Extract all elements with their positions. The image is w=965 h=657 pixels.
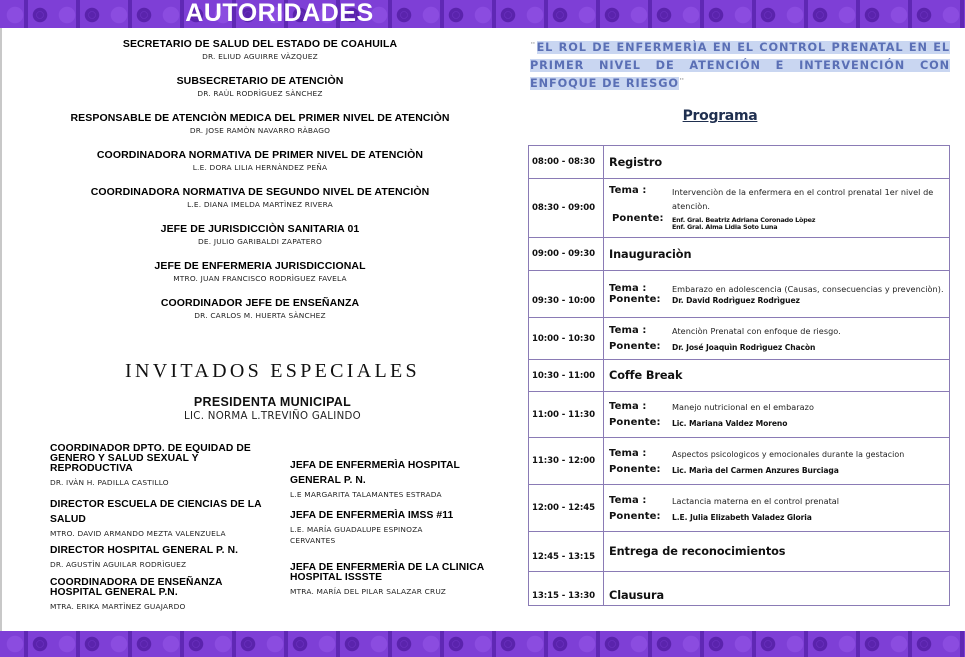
ponente-label: Ponente: [609,417,661,428]
schedule-title: Registro [609,155,662,169]
authority-role: JEFE DE ENFERMERIA JURISDICCIONAL [154,260,366,272]
schedule-row [529,179,949,238]
tema-text: Atenciòn Prenatal con enfoque de riesgo. [672,326,841,336]
authority-item [20,75,500,99]
ponente-name: Lic. Marìa del Carmen Anzures Burciaga [672,465,839,475]
schedule-row [529,485,949,532]
tema-label: Tema : [609,494,647,506]
ponente-line [609,341,949,352]
authority-item [20,223,500,247]
schedule-content [604,360,949,391]
ponente-name: Dr. David Rodrìguez Rodrìguez [672,296,800,305]
programa-heading: Programa [682,108,758,124]
schedule-table [528,145,950,606]
authority-role: SUBSECRETARIO DE ATENCIÒN [176,75,344,87]
schedule-content [604,271,949,317]
schedule-time: 08:30 - 09:00 [529,179,604,237]
authority-role: RESPONSABLE DE ATENCIÒN MEDICA DEL PRIMER NIVEL DE ATENCIÒN [70,112,450,124]
tema-line [609,495,949,506]
invitados-heading: INVITADOS ESPECIALES [125,360,420,382]
schedule-row [529,146,949,179]
tema-label: Tema : [609,185,647,196]
guest-item [290,511,470,546]
schedule-time: 10:30 - 11:00 [529,360,604,391]
tema-label: Tema : [609,447,647,459]
ponente-name: Enf. Gral. Beatriz Adriana Coronado Lòpez [672,216,816,224]
ponente-line [609,464,949,475]
guest-item [50,497,280,540]
tema-line [609,283,949,294]
schedule-time: 11:00 - 11:30 [529,392,604,437]
guest-role: JEFA DE ENFERMERÌA DE LA CLINICA HOSPITAL ISSSTE [290,562,484,583]
schedule-title: Coffe Break [609,369,683,382]
authority-role: COORDINADORA NORMATIVA DE PRIMER NIVEL DE ATENCIÒN [96,149,424,161]
authority-person: DR. CARLOS M. HUERTA SÀNCHEZ [194,311,326,320]
presidenta-role: PRESIDENTA MUNICIPAL [193,395,352,409]
schedule-content [604,485,949,531]
guest-person: L.E MARGARITA TALAMANTES ESTRADA [290,490,442,499]
ponente-line [609,511,949,522]
schedule-row [529,238,949,271]
page-left-edge [0,28,2,631]
ponente-label: Ponente: [612,213,664,224]
schedule-row [529,392,949,438]
guest-role: COORDINADORA DE ENSEÑANZA HOSPITAL GENERAL P.N. [50,577,223,598]
guest-person: MTRA. ERIKA MARTÌNEZ GUAJARDO [50,602,186,611]
schedule-content [604,392,949,437]
schedule-content [604,179,949,237]
schedule-row [529,532,949,572]
schedule-time: 09:00 - 09:30 [529,238,604,270]
schedule-content [604,146,949,178]
schedule-row [529,572,949,605]
tema-text: Intervenciòn de la enfermera en el control prenatal 1er nivel de atenciòn. [672,187,934,211]
footer-pattern-band [0,631,965,657]
authority-person: DR. ELIUD AGUIRRE VÀZQUEZ [202,52,318,61]
guest-role: DIRECTOR HOSPITAL GENERAL P. N. [50,545,239,556]
authority-person: DR. RAÙL RODRÌGUEZ SÀNCHEZ [197,89,323,98]
schedule-time: 12:45 - 13:15 [529,532,604,571]
ponente-name: Dr. José Joaquìn Rodrìguez Chacòn [672,343,816,352]
authority-person: DE. JULIO GARIBALDI ZAPATERO [198,237,322,246]
guest-item [50,444,255,489]
tema-line [609,325,949,336]
schedule-title: Inauguraciòn [609,247,692,261]
schedule-title: Clausura [609,589,664,602]
presidenta-person: LIC. NORMA L.TREVIÑO GALINDO [184,411,361,422]
authority-item [20,38,500,62]
ponente-name: L.E. Julia Elizabeth Valadez Gloria [672,512,812,522]
tema-text: Aspectos psicologicos y emocionales durante la gestacion [672,449,905,459]
authority-item [20,260,500,284]
ponente-label: Ponente: [609,463,661,475]
guest-person: DR. IVÀN H. PADILLA CASTILLO [50,478,169,487]
guest-role: JEFA DE ENFERMERÌA IMSS #11 [290,510,454,521]
ponente-name: Enf. Gral. Alma Lidia Soto Luna [672,223,778,231]
authorities-heading: AUTORIDADES [185,0,374,27]
authority-role: COORDINADOR JEFE DE ENSEÑANZA [160,297,360,309]
ponente-name: Lic. Mariana Valdez Moreno [672,419,788,428]
schedule-time: 11:30 - 12:00 [529,438,604,484]
guest-person: L.E. MARÍA GUADALUPE ESPINOZA CERVANTES [290,525,423,545]
tema-line [609,448,949,459]
schedule-title: Entrega de reconocimientos [609,545,786,558]
authority-role: JEFE DE JURISDICCIÒN SANITARIA 01 [160,223,360,235]
ponente-label: Ponente: [609,341,661,352]
authority-person: L.E. DORA LILIA HERNÀNDEZ PEÑA [192,163,328,172]
schedule-row [529,438,949,485]
tema-label: Tema : [609,401,647,412]
schedule-row [529,360,949,392]
ponente-label: Ponente: [609,510,661,522]
ponente-label: Ponente: [609,294,661,305]
schedule-time: 10:00 - 10:30 [529,318,604,359]
event-title-text: EL ROL DE ENFERMERÌA EN EL CONTROL PRENATAL EN EL PRIMER NIVEL DE ATENCIÓN E INTERVENCIÓN CON ENFOQUE DE RIESGO [530,41,950,90]
schedule-row [529,271,949,318]
authority-person: L.E. DIANA IMELDA MARTÌNEZ RIVERA [187,200,333,209]
quote-close: ¨ [678,77,686,90]
authority-item [20,149,500,173]
authority-item [20,112,500,136]
tema-line [609,401,949,412]
schedule-content [604,572,949,605]
event-title [530,39,950,93]
ponente-list [672,213,815,231]
schedule-time: 09:30 - 10:00 [529,271,604,317]
tema-label: Tema : [609,283,647,294]
authority-role: COORDINADORA NORMATIVA DE SEGUNDO NIVEL DE ATENCIÒN [90,186,430,198]
guest-item [50,546,280,571]
authority-person: DR. JOSE RAMÒN NAVARRO RÀBAGO [189,126,331,135]
schedule-content [604,532,949,571]
tema-label: Tema : [609,325,647,336]
authority-item [20,297,500,321]
schedule-content [604,318,949,359]
tema-text: Manejo nutricional en el embarazo [672,402,814,412]
schedule-row [529,318,949,360]
ponente-line [609,417,949,428]
guest-person: DR. AGUSTÌN AGUILAR RODRÌGUEZ [50,560,187,569]
authority-role: SECRETARIO DE SALUD DEL ESTADO DE COAHUILA [122,38,398,50]
schedule-time: 08:00 - 08:30 [529,146,604,178]
presidenta-block [100,394,445,424]
guest-role: JEFA DE ENFERMERÌA HOSPITAL GENERAL P. N. [290,460,460,486]
guest-person: MTRA. MARÍA DEL PILAR SALAZAR CRUZ [290,587,447,596]
header-pattern-band [0,0,965,28]
quote-open: ¨ [530,41,537,54]
schedule-time: 12:00 - 12:45 [529,485,604,531]
schedule-content [604,238,949,270]
guest-role: DIRECTOR ESCUELA DE CIENCIAS DE LA SALUD [50,499,262,525]
guest-item [290,458,490,501]
guest-person: MTRO. DAVID ARMANDO MEZTA VALENZUELA [50,529,226,538]
ponente-line [609,213,949,231]
guest-item [50,578,250,613]
tema-line [609,185,949,213]
ponente-line [609,294,949,305]
tema-text: Embarazo en adolescencia (Causas, consecuencias y prevenciòn). [672,284,944,294]
schedule-content [604,438,949,484]
tema-text: Lactancia materna en el control prenatal [672,495,840,506]
authority-item [20,186,500,210]
schedule-time: 13:15 - 13:30 [529,572,604,605]
guest-item [290,563,515,598]
guest-role: COORDINADOR DPTO. DE EQUIDAD DE GENERO Y SALUD SEXUAL Y REPRODUCTIVA [50,443,251,474]
authority-person: MTRO. JUAN FRANCISCO RODRÌGUEZ FAVELA [173,274,347,283]
